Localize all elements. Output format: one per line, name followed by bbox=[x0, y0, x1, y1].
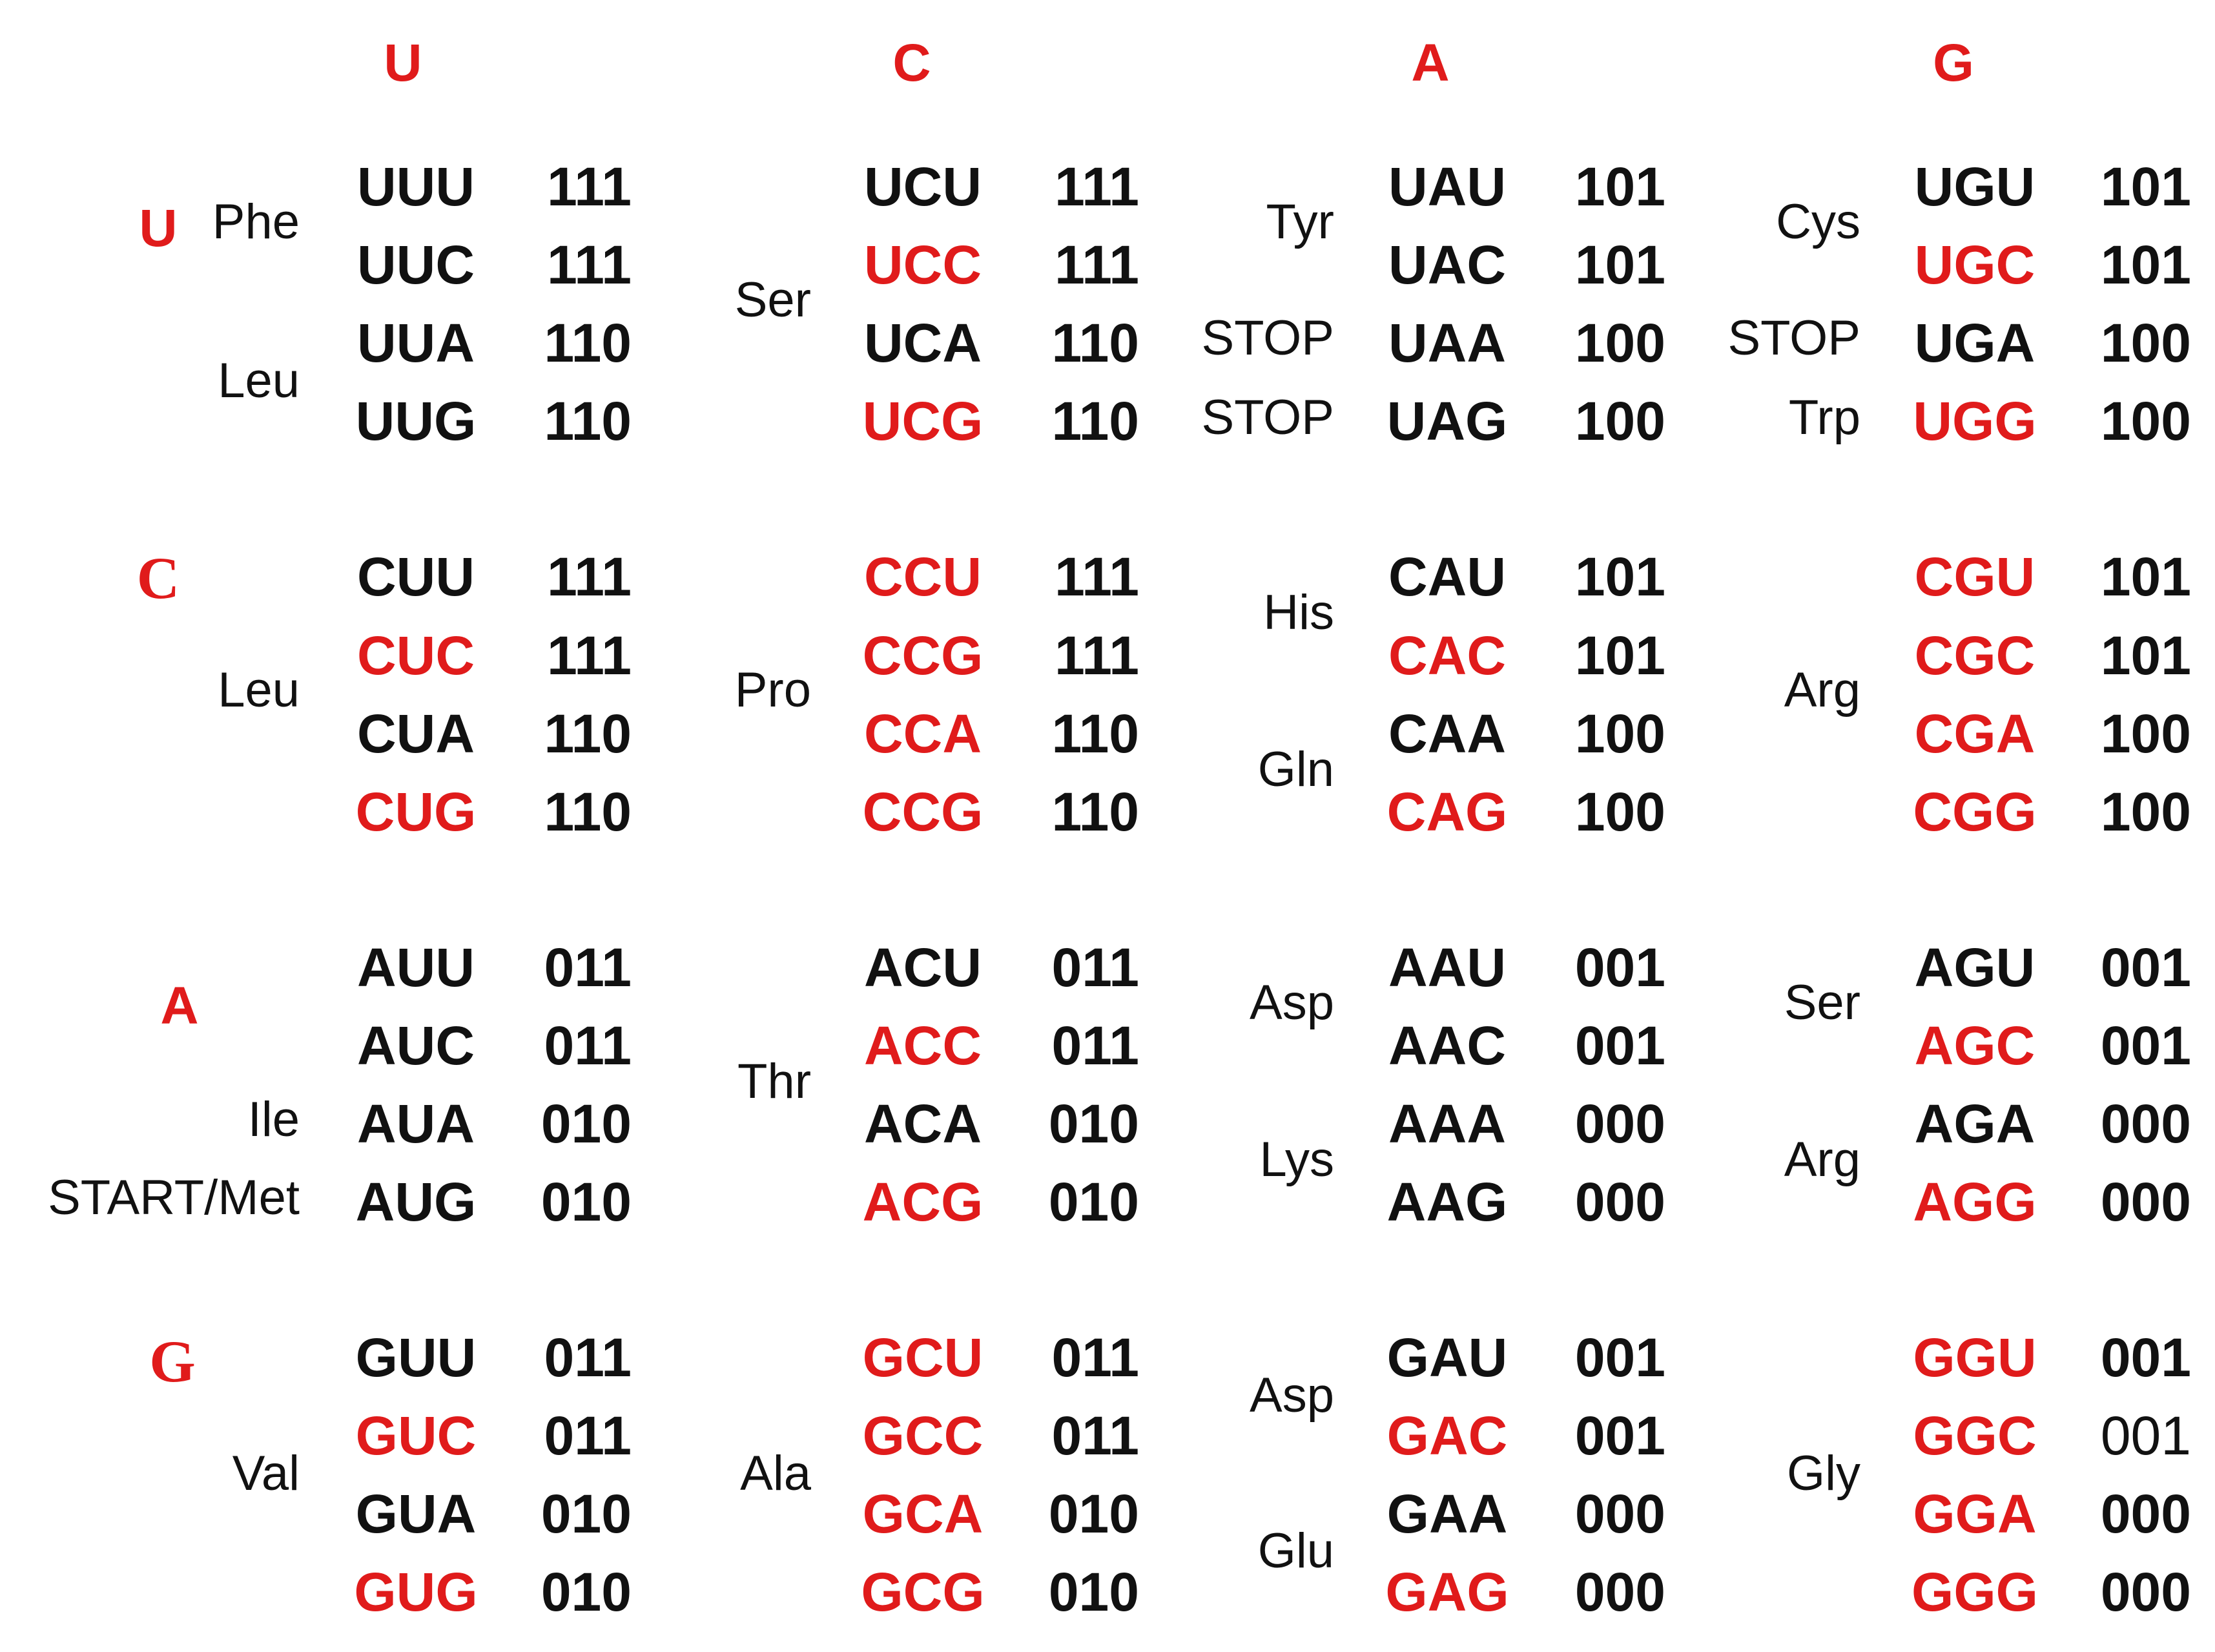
codon-ugg: UGG bbox=[1913, 391, 2037, 451]
codon-binary-value: 000 bbox=[2100, 1172, 2191, 1232]
row-header-u: U bbox=[139, 199, 178, 258]
codon-binary-value: 101 bbox=[2100, 546, 2191, 607]
codon-ucu: UCU bbox=[864, 156, 982, 217]
codon-binary-value: 011 bbox=[1051, 1015, 1139, 1076]
amino-acid-label: Gln bbox=[1257, 742, 1334, 797]
codon-guu: GUU bbox=[355, 1327, 477, 1388]
codon-binary-value: 011 bbox=[1051, 937, 1139, 998]
amino-acid-label: His bbox=[1263, 585, 1334, 640]
amino-acid-label: Cys bbox=[1776, 194, 1860, 249]
codon-aac: AAC bbox=[1388, 1015, 1506, 1076]
codon-binary-value: 000 bbox=[2100, 1093, 2191, 1154]
codon-binary-value: 010 bbox=[1048, 1562, 1139, 1622]
codon-binary-value: 111 bbox=[547, 625, 632, 686]
codon-binary-value: 100 bbox=[2100, 781, 2191, 842]
codon-binary-value: 101 bbox=[2100, 156, 2191, 217]
codon-gcu: GCU bbox=[862, 1327, 984, 1388]
codon-ggu: GGU bbox=[1913, 1327, 2037, 1388]
codon-cua: CUA bbox=[357, 703, 475, 764]
codon-auu: AUU bbox=[357, 937, 475, 998]
codon-cau: CAU bbox=[1388, 546, 1506, 607]
amino-acid-label: Ser bbox=[1784, 975, 1860, 1030]
codon-cuu: CUU bbox=[357, 546, 475, 607]
codon-gac: GAC bbox=[1386, 1405, 1508, 1466]
codon-binary-value: 111 bbox=[1055, 625, 1139, 686]
codon-guc: GUC bbox=[355, 1405, 477, 1466]
codon-cga: CGA bbox=[1914, 703, 2035, 764]
amino-acid-label: Glu bbox=[1257, 1523, 1334, 1578]
codon-binary-value: 100 bbox=[1574, 781, 1665, 842]
codon-binary-value: 011 bbox=[544, 1405, 632, 1466]
codon-binary-value: 111 bbox=[1055, 546, 1139, 607]
codon-binary-value: 101 bbox=[1574, 546, 1665, 607]
codon-gag: GAG bbox=[1385, 1562, 1509, 1622]
column-header-a: A bbox=[1411, 34, 1450, 92]
codon-cug: CUG bbox=[355, 781, 477, 842]
codon-cuc: CUC bbox=[357, 625, 475, 686]
codon-cca: CCA bbox=[864, 703, 982, 764]
amino-acid-label: Phe bbox=[212, 194, 300, 249]
amino-acid-label: Asp bbox=[1250, 1368, 1334, 1423]
amino-acid-label: Ile bbox=[247, 1092, 300, 1147]
codon-uca: UCA bbox=[864, 313, 982, 373]
codon-ugc: UGC bbox=[1914, 234, 2035, 295]
codon-agc: AGC bbox=[1914, 1015, 2035, 1076]
row-header-c: C bbox=[136, 545, 180, 611]
codon-binary-value: 010 bbox=[541, 1562, 632, 1622]
codon-uaa: UAA bbox=[1388, 313, 1506, 373]
codon-agg: AGG bbox=[1913, 1172, 2037, 1232]
codon-aca: ACA bbox=[864, 1093, 982, 1154]
codon-uga: UGA bbox=[1914, 313, 2035, 373]
amino-acid-label: Gly bbox=[1787, 1446, 1860, 1501]
codon-binary-value: 001 bbox=[1574, 1327, 1665, 1388]
codon-binary-value: 000 bbox=[2100, 1483, 2191, 1544]
codon-aag: AAG bbox=[1386, 1172, 1508, 1232]
codon-binary-value: 000 bbox=[2100, 1562, 2191, 1622]
codon-binary-value: 011 bbox=[544, 1327, 632, 1388]
codon-cag: CAG bbox=[1386, 781, 1508, 842]
codon-gug: GUG bbox=[354, 1562, 478, 1622]
codon-binary-value: 001 bbox=[2100, 937, 2191, 998]
codon-aau: AAU bbox=[1388, 937, 1506, 998]
codon-acc: ACC bbox=[864, 1015, 982, 1076]
codon-caa: CAA bbox=[1388, 703, 1506, 764]
codon-gcg: GCG bbox=[861, 1562, 985, 1622]
codon-binary-value: 110 bbox=[1051, 781, 1139, 842]
codon-cgc: CGC bbox=[1914, 625, 2035, 686]
codon-ccu: CCU bbox=[864, 546, 982, 607]
codon-binary-value: 100 bbox=[1574, 313, 1665, 373]
codon-uuc: UUC bbox=[357, 234, 475, 295]
codon-binary-value: 110 bbox=[544, 703, 632, 764]
codon-uac: UAC bbox=[1388, 234, 1506, 295]
codon-binary-value: 111 bbox=[1055, 234, 1139, 295]
codon-agu: AGU bbox=[1914, 937, 2035, 998]
codon-gcc: GCC bbox=[862, 1405, 984, 1466]
codon-uau: UAU bbox=[1388, 156, 1506, 217]
codon-acu: ACU bbox=[864, 937, 982, 998]
codon-binary-value: 001 bbox=[2100, 1015, 2191, 1076]
codon-uag: UAG bbox=[1386, 391, 1508, 451]
column-header-u: U bbox=[384, 34, 422, 92]
codon-binary-value: 110 bbox=[544, 313, 632, 373]
amino-acid-label: Val bbox=[232, 1446, 300, 1501]
amino-acid-label: STOP bbox=[1201, 390, 1334, 445]
codon-ccg: CCG bbox=[862, 781, 984, 842]
codon-cac: CAC bbox=[1388, 625, 1506, 686]
codon-binary-value: 110 bbox=[544, 781, 632, 842]
codon-binary-value: 100 bbox=[2100, 391, 2191, 451]
amino-acid-label: Lys bbox=[1259, 1132, 1334, 1187]
codon-ggg: GGG bbox=[1911, 1562, 2039, 1622]
codon-cgu: CGU bbox=[1914, 546, 2035, 607]
codon-gaa: GAA bbox=[1386, 1483, 1508, 1544]
codon-ucg: UCG bbox=[862, 391, 984, 451]
amino-acid-label: Pro bbox=[734, 663, 811, 718]
codon-ucc: UCC bbox=[864, 234, 982, 295]
codon-binary-value: 101 bbox=[2100, 234, 2191, 295]
codon-binary-value: 010 bbox=[541, 1093, 632, 1154]
codon-binary-value: 011 bbox=[1051, 1405, 1139, 1466]
amino-acid-label: Arg bbox=[1784, 1132, 1860, 1187]
codon-ggc: GGC bbox=[1913, 1405, 2037, 1466]
codon-aaa: AAA bbox=[1388, 1093, 1506, 1154]
codon-binary-value: 000 bbox=[1574, 1483, 1665, 1544]
codon-binary-value: 010 bbox=[1048, 1172, 1139, 1232]
codon-binary-value: 101 bbox=[1574, 625, 1665, 686]
codon-binary-value: 110 bbox=[1051, 391, 1139, 451]
amino-acid-label: START/Met bbox=[48, 1170, 300, 1225]
codon-gua: GUA bbox=[355, 1483, 477, 1544]
amino-acid-label: STOP bbox=[1727, 311, 1860, 366]
codon-binary-value: 100 bbox=[1574, 703, 1665, 764]
amino-acid-label: Asp bbox=[1250, 975, 1334, 1030]
codon-ugu: UGU bbox=[1914, 156, 2035, 217]
amino-acid-label: Arg bbox=[1784, 663, 1860, 718]
amino-acid-label: Ser bbox=[734, 273, 811, 327]
amino-acid-label: Leu bbox=[218, 663, 300, 718]
codon-binary-value: 000 bbox=[1574, 1562, 1665, 1622]
codon-binary-value: 100 bbox=[1574, 391, 1665, 451]
codon-binary-value: 101 bbox=[1574, 234, 1665, 295]
column-header-c: C bbox=[892, 34, 931, 92]
codon-binary-value: 111 bbox=[547, 234, 632, 295]
codon-binary-value: 010 bbox=[1048, 1093, 1139, 1154]
codon-gau: GAU bbox=[1386, 1327, 1508, 1388]
row-header-g: G bbox=[149, 1328, 196, 1394]
codon-uua: UUA bbox=[357, 313, 475, 373]
codon-binary-value: 111 bbox=[547, 156, 632, 217]
codon-aug: AUG bbox=[355, 1172, 477, 1232]
codon-gga: GGA bbox=[1913, 1483, 2037, 1544]
codon-auc: AUC bbox=[357, 1015, 475, 1076]
codon-binary-value: 110 bbox=[1051, 703, 1139, 764]
amino-acid-label: STOP bbox=[1201, 311, 1334, 366]
codon-binary-value: 011 bbox=[544, 1015, 632, 1076]
amino-acid-label: Tyr bbox=[1266, 194, 1334, 249]
codon-aga: AGA bbox=[1914, 1093, 2035, 1154]
amino-acid-label: Thr bbox=[737, 1054, 811, 1109]
codon-binary-value: 101 bbox=[1574, 156, 1665, 217]
row-header-a: A bbox=[160, 976, 199, 1035]
amino-acid-label: Trp bbox=[1788, 390, 1860, 445]
codon-binary-value: 001 bbox=[2100, 1327, 2191, 1388]
amino-acid-label: Leu bbox=[218, 353, 300, 408]
codon-binary-value: 101 bbox=[2100, 625, 2191, 686]
amino-acid-label: Ala bbox=[740, 1446, 811, 1501]
codon-binary-value: 100 bbox=[2100, 313, 2191, 373]
codon-binary-value: 011 bbox=[544, 937, 632, 998]
codon-acg: ACG bbox=[862, 1172, 984, 1232]
codon-binary-value: 000 bbox=[1574, 1172, 1665, 1232]
codon-aua: AUA bbox=[357, 1093, 475, 1154]
codon-binary-value: 100 bbox=[2100, 703, 2191, 764]
codon-binary-value: 111 bbox=[1055, 156, 1139, 217]
codon-binary-value: 110 bbox=[1051, 313, 1139, 373]
codon-binary-value: 010 bbox=[1048, 1483, 1139, 1544]
column-header-g: G bbox=[1933, 34, 1974, 92]
codon-uuu: UUU bbox=[357, 156, 475, 217]
codon-binary-value: 011 bbox=[1051, 1327, 1139, 1388]
codon-binary-value: 010 bbox=[541, 1483, 632, 1544]
codon-binary-value: 001 bbox=[1574, 1405, 1665, 1466]
codon-binary-value: 001 bbox=[1574, 937, 1665, 998]
codon-binary-value: 010 bbox=[541, 1172, 632, 1232]
codon-binary-value: 110 bbox=[544, 391, 632, 451]
codon-binary-value: 111 bbox=[547, 546, 632, 607]
codon-uug: UUG bbox=[355, 391, 477, 451]
codon-gca: GCA bbox=[862, 1483, 984, 1544]
codon-cgg: CGG bbox=[1913, 781, 2037, 842]
codon-ccg: CCG bbox=[862, 625, 984, 686]
codon-binary-value: 001 bbox=[2100, 1405, 2191, 1466]
codon-binary-value: 001 bbox=[1574, 1015, 1665, 1076]
codon-binary-value: 000 bbox=[1574, 1093, 1665, 1154]
